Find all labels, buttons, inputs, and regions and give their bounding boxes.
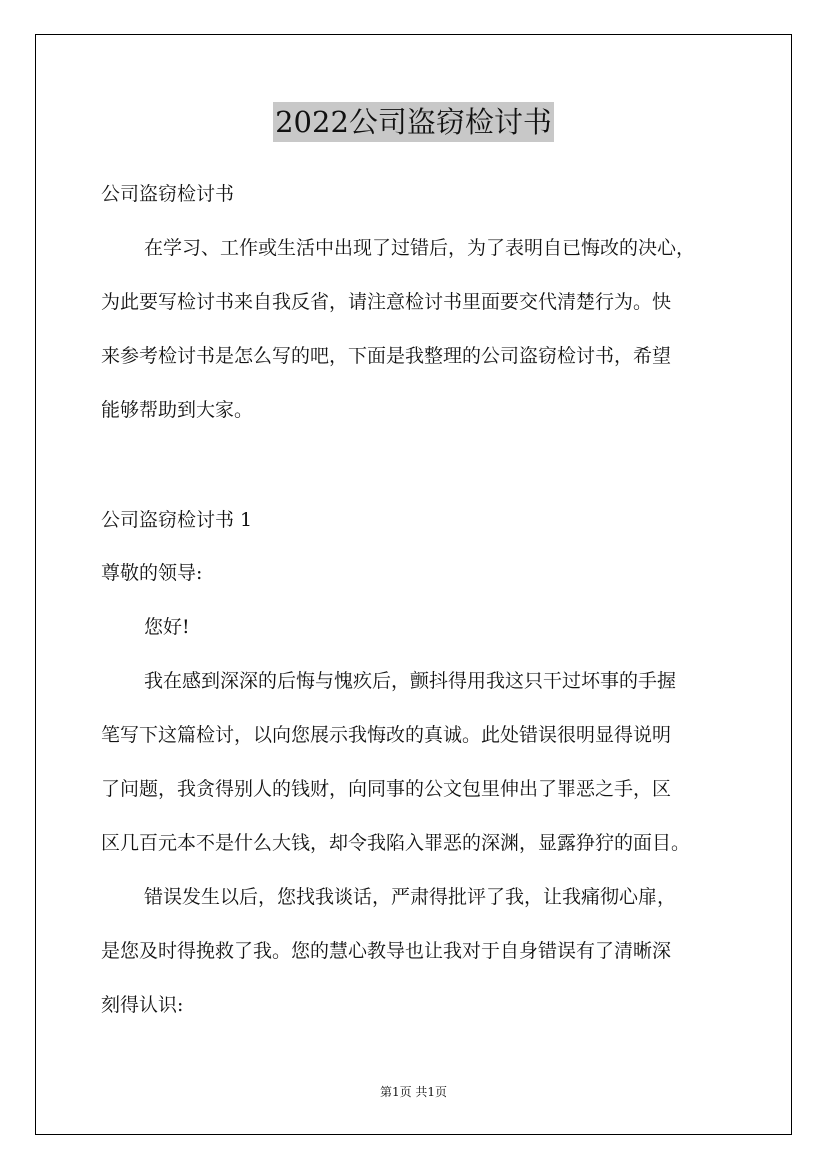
body-line-5: 错误发生以后，您找我谈话，严肃得批评了我，让我痛彻心扉， bbox=[144, 886, 677, 908]
body-line-4: 区几百元本不是什么大钱，却令我陷入罪恶的深渊，显露狰狞的面目。 bbox=[101, 832, 691, 854]
subtitle: 公司盗窃检讨书 bbox=[101, 183, 235, 205]
intro-line-1: 在学习、工作或生活中出现了过错后，为了表明自已悔改的决心， bbox=[144, 237, 696, 259]
intro-line-4: 能够帮助到大家。 bbox=[101, 399, 254, 421]
body-line-3: 了问题，我贪得别人的钱财，向同事的公文包里伸出了罪恶之手，区 bbox=[101, 778, 672, 800]
page-footer: 第1页 共1页 bbox=[379, 1085, 448, 1099]
title-container bbox=[0, 102, 827, 142]
body-line-2: 笔写下这篇检讨，以向您展示我悔改的真诚。此处错误很明显得说明 bbox=[101, 724, 672, 746]
greeting: 您好! bbox=[144, 616, 190, 638]
intro-line-3: 来参考检讨书是怎么写的吧，下面是我整理的公司盗窃检讨书，希望 bbox=[101, 345, 672, 367]
salutation: 尊敬的领导: bbox=[101, 562, 203, 584]
document-title: 2022公司盗窃检讨书 bbox=[273, 102, 554, 142]
body-line-7: 刻得认识: bbox=[101, 994, 184, 1016]
intro-line-2: 为此要写检讨书来自我反省，请注意检讨书里面要交代清楚行为。快 bbox=[101, 291, 672, 313]
section-heading: 公司盗窃检讨书 1 bbox=[101, 509, 253, 531]
body-line-6: 是您及时得挽救了我。您的慧心教导也让我对于自身错误有了清晰深 bbox=[101, 940, 672, 962]
body-line-1: 我在感到深深的后悔与愧疚后，颤抖得用我这只干过坏事的手握 bbox=[144, 670, 677, 692]
